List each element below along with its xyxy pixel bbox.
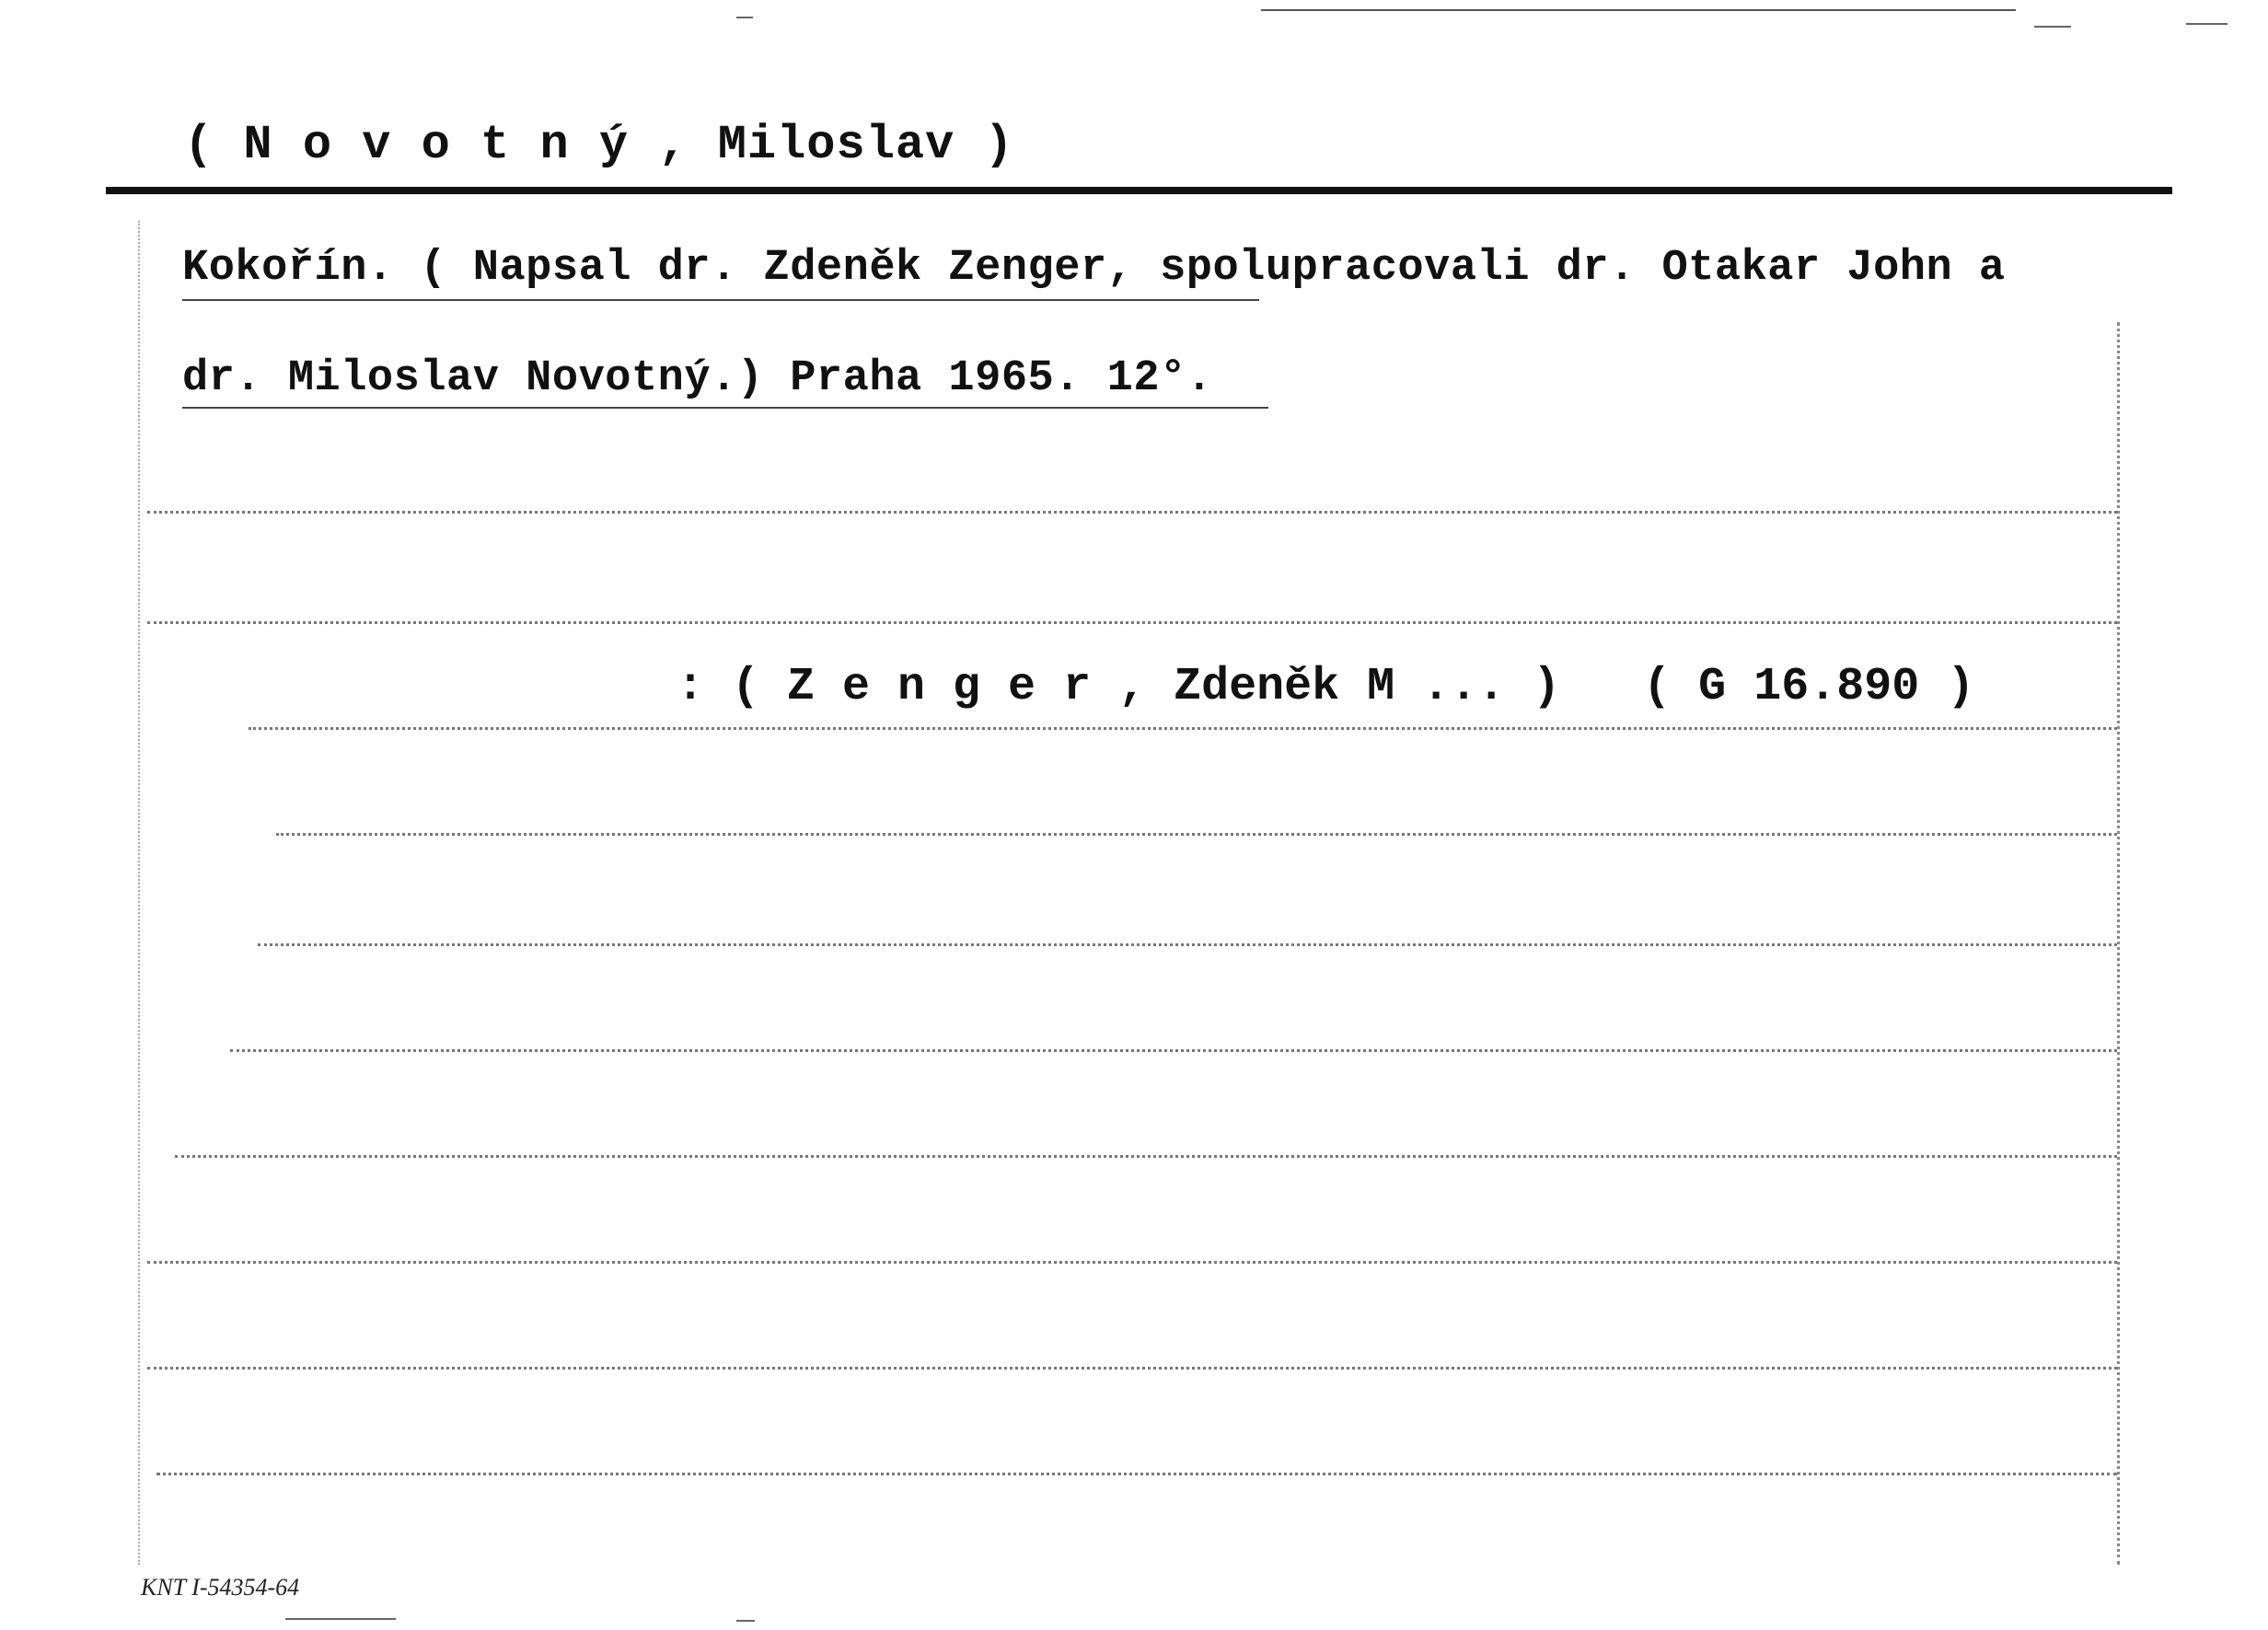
bibliographic-line-2: dr. Miloslav Novotný.) Praha 1965. 12°. [182,354,1213,403]
scan-speck [736,17,753,18]
scan-speck [736,1620,755,1622]
underline-2 [182,407,1268,409]
ruled-line [230,1049,2117,1052]
heading-rule [106,187,2172,194]
bibliographic-line-1: Kokořín. ( Napsal dr. Zdeněk Zenger, spolupracovali dr. Otakar John a [182,244,2006,293]
ruled-line [175,1155,2117,1158]
scan-speck [285,1618,396,1620]
left-margin-dots [138,221,140,1565]
ruled-line [276,833,2117,836]
ruled-line [147,621,2117,624]
ruled-line [156,1473,2117,1475]
ruled-line [249,727,2117,730]
ruled-line [147,511,2117,514]
ruled-line [258,943,2117,946]
co-author-reference: : ( Z e n g e r , Zdeněk M ... ) ( G 16.890 ) [677,661,1975,713]
right-margin-dots [2117,322,2120,1565]
ruled-line [147,1261,2117,1264]
footer-catalog-code: KNT I-54354-64 [141,1574,300,1601]
ruled-line [147,1367,2117,1370]
scan-speck [2034,26,2071,28]
top-margin-rule [1261,9,2016,11]
scan-speck [2186,23,2228,25]
author-heading: ( N o v o t n ý , Miloslav ) [184,118,1014,172]
underline-1 [182,299,1259,301]
